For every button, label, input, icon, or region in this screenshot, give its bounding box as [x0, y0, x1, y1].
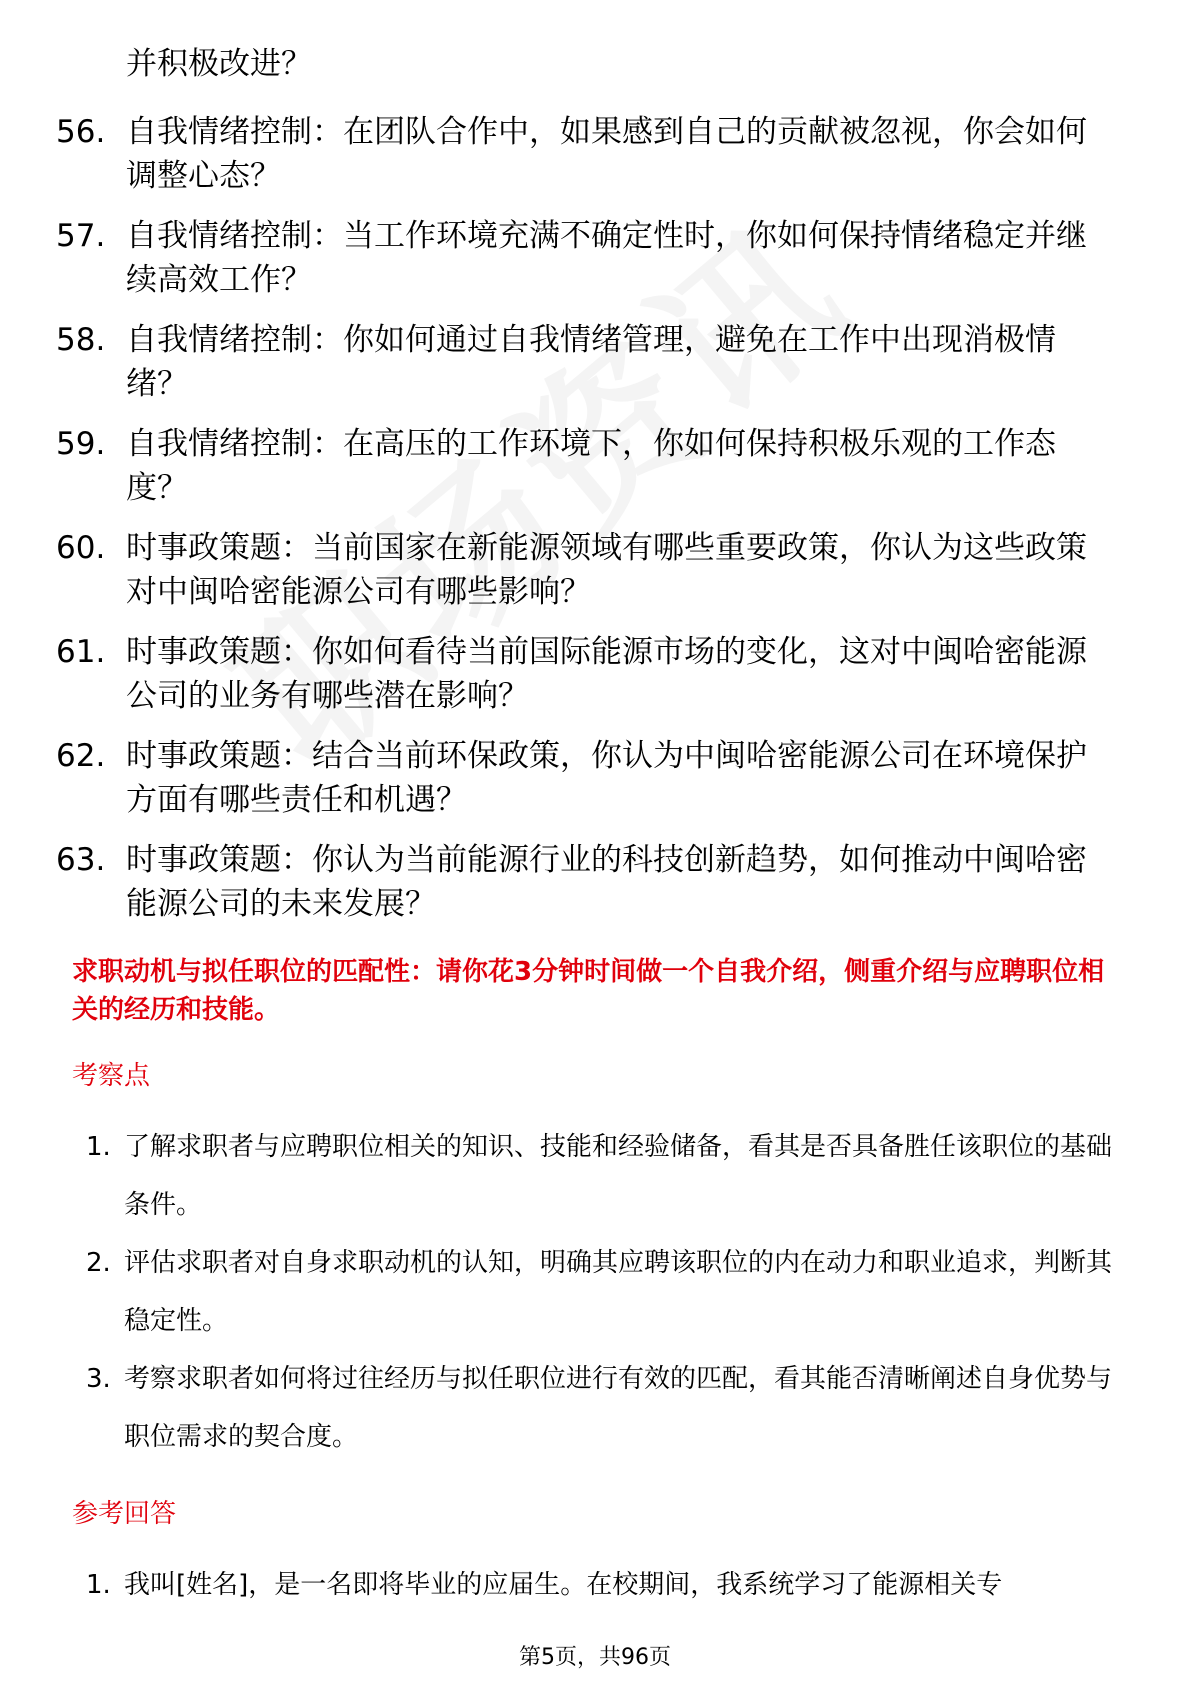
- question-number: 56.: [56, 114, 106, 150]
- question-item: [56, 526, 1116, 614]
- question-number: 60.: [56, 530, 106, 566]
- focus-heading: 考察点: [72, 1061, 151, 1091]
- focus-item: [86, 1118, 1116, 1234]
- reference-item-text: 我叫[姓名]，是一名即将毕业的应届生。在校期间，我系统学习了能源相关专: [124, 1570, 1003, 1600]
- question-number: 62.: [56, 738, 106, 774]
- question-number: 63.: [56, 842, 106, 878]
- question-item: [56, 318, 1116, 406]
- focus-item-number: 2.: [86, 1248, 111, 1278]
- question-item: [56, 734, 1116, 822]
- page-footer: 第5页，共96页: [519, 1645, 671, 1670]
- question-text: 时事政策题：你如何看待当前国际能源市场的变化，这对中闽哈密能源公司的业务有哪些潜在影响？: [126, 634, 1087, 714]
- focus-item: [86, 1350, 1116, 1466]
- reference-heading: 参考回答: [72, 1499, 177, 1529]
- question-number: 59.: [56, 426, 106, 462]
- focus-item-number: 1.: [86, 1132, 111, 1162]
- question-text: 时事政策题：你认为当前能源行业的科技创新趋势，如何推动中闽哈密能源公司的未来发展？: [126, 842, 1087, 922]
- question-number: 58.: [56, 322, 106, 358]
- question-item: [56, 630, 1116, 718]
- question-text: 时事政策题：当前国家在新能源领域有哪些重要政策，你认为这些政策对中闽哈密能源公司有哪些影响？: [126, 530, 1087, 610]
- question-item: [56, 214, 1116, 302]
- question-number: 61.: [56, 634, 106, 670]
- question-item: [56, 110, 1116, 198]
- section-title: 求职动机与拟任职位的匹配性：请你花3分钟时间做一个自我介绍，侧重介绍与应聘职位相关的经历和技能。: [72, 957, 1105, 1025]
- focus-item: [86, 1234, 1116, 1350]
- question-text: 自我情绪控制：你如何通过自我情绪管理，避免在工作中出现消极情绪？: [126, 322, 1056, 402]
- question-item: [56, 838, 1116, 926]
- question-list: [56, 110, 1116, 942]
- question-text: 自我情绪控制：在高压的工作环境下，你如何保持积极乐观的工作态度？: [126, 426, 1056, 506]
- reference-item-number: 1.: [86, 1570, 111, 1600]
- question-text: 自我情绪控制：当工作环境充满不确定性时，你如何保持情绪稳定并继续高效工作？: [126, 218, 1087, 298]
- focus-item-number: 3.: [86, 1364, 111, 1394]
- focus-item-text: 考察求职者如何将过往经历与拟任职位进行有效的匹配，看其能否清晰阐述自身优势与职位需求的契合度。: [124, 1364, 1113, 1452]
- reference-list: [86, 1556, 1116, 1614]
- question-continuation: 并积极改进？: [126, 46, 312, 82]
- question-text: 时事政策题：结合当前环保政策，你认为中闽哈密能源公司在环境保护方面有哪些责任和机遇？: [126, 738, 1087, 818]
- question-number: 57.: [56, 218, 106, 254]
- focus-item-text: 了解求职者与应聘职位相关的知识、技能和经验储备，看其是否具备胜任该职位的基础条件。: [124, 1132, 1113, 1220]
- question-item: [56, 422, 1116, 510]
- focus-list: [86, 1118, 1116, 1466]
- question-text: 自我情绪控制：在团队合作中，如果感到自己的贡献被忽视，你会如何调整心态？: [126, 114, 1087, 194]
- focus-item-text: 评估求职者对自身求职动机的认知，明确其应聘该职位的内在动力和职业追求，判断其稳定性。: [124, 1248, 1113, 1336]
- reference-item: [86, 1556, 1116, 1614]
